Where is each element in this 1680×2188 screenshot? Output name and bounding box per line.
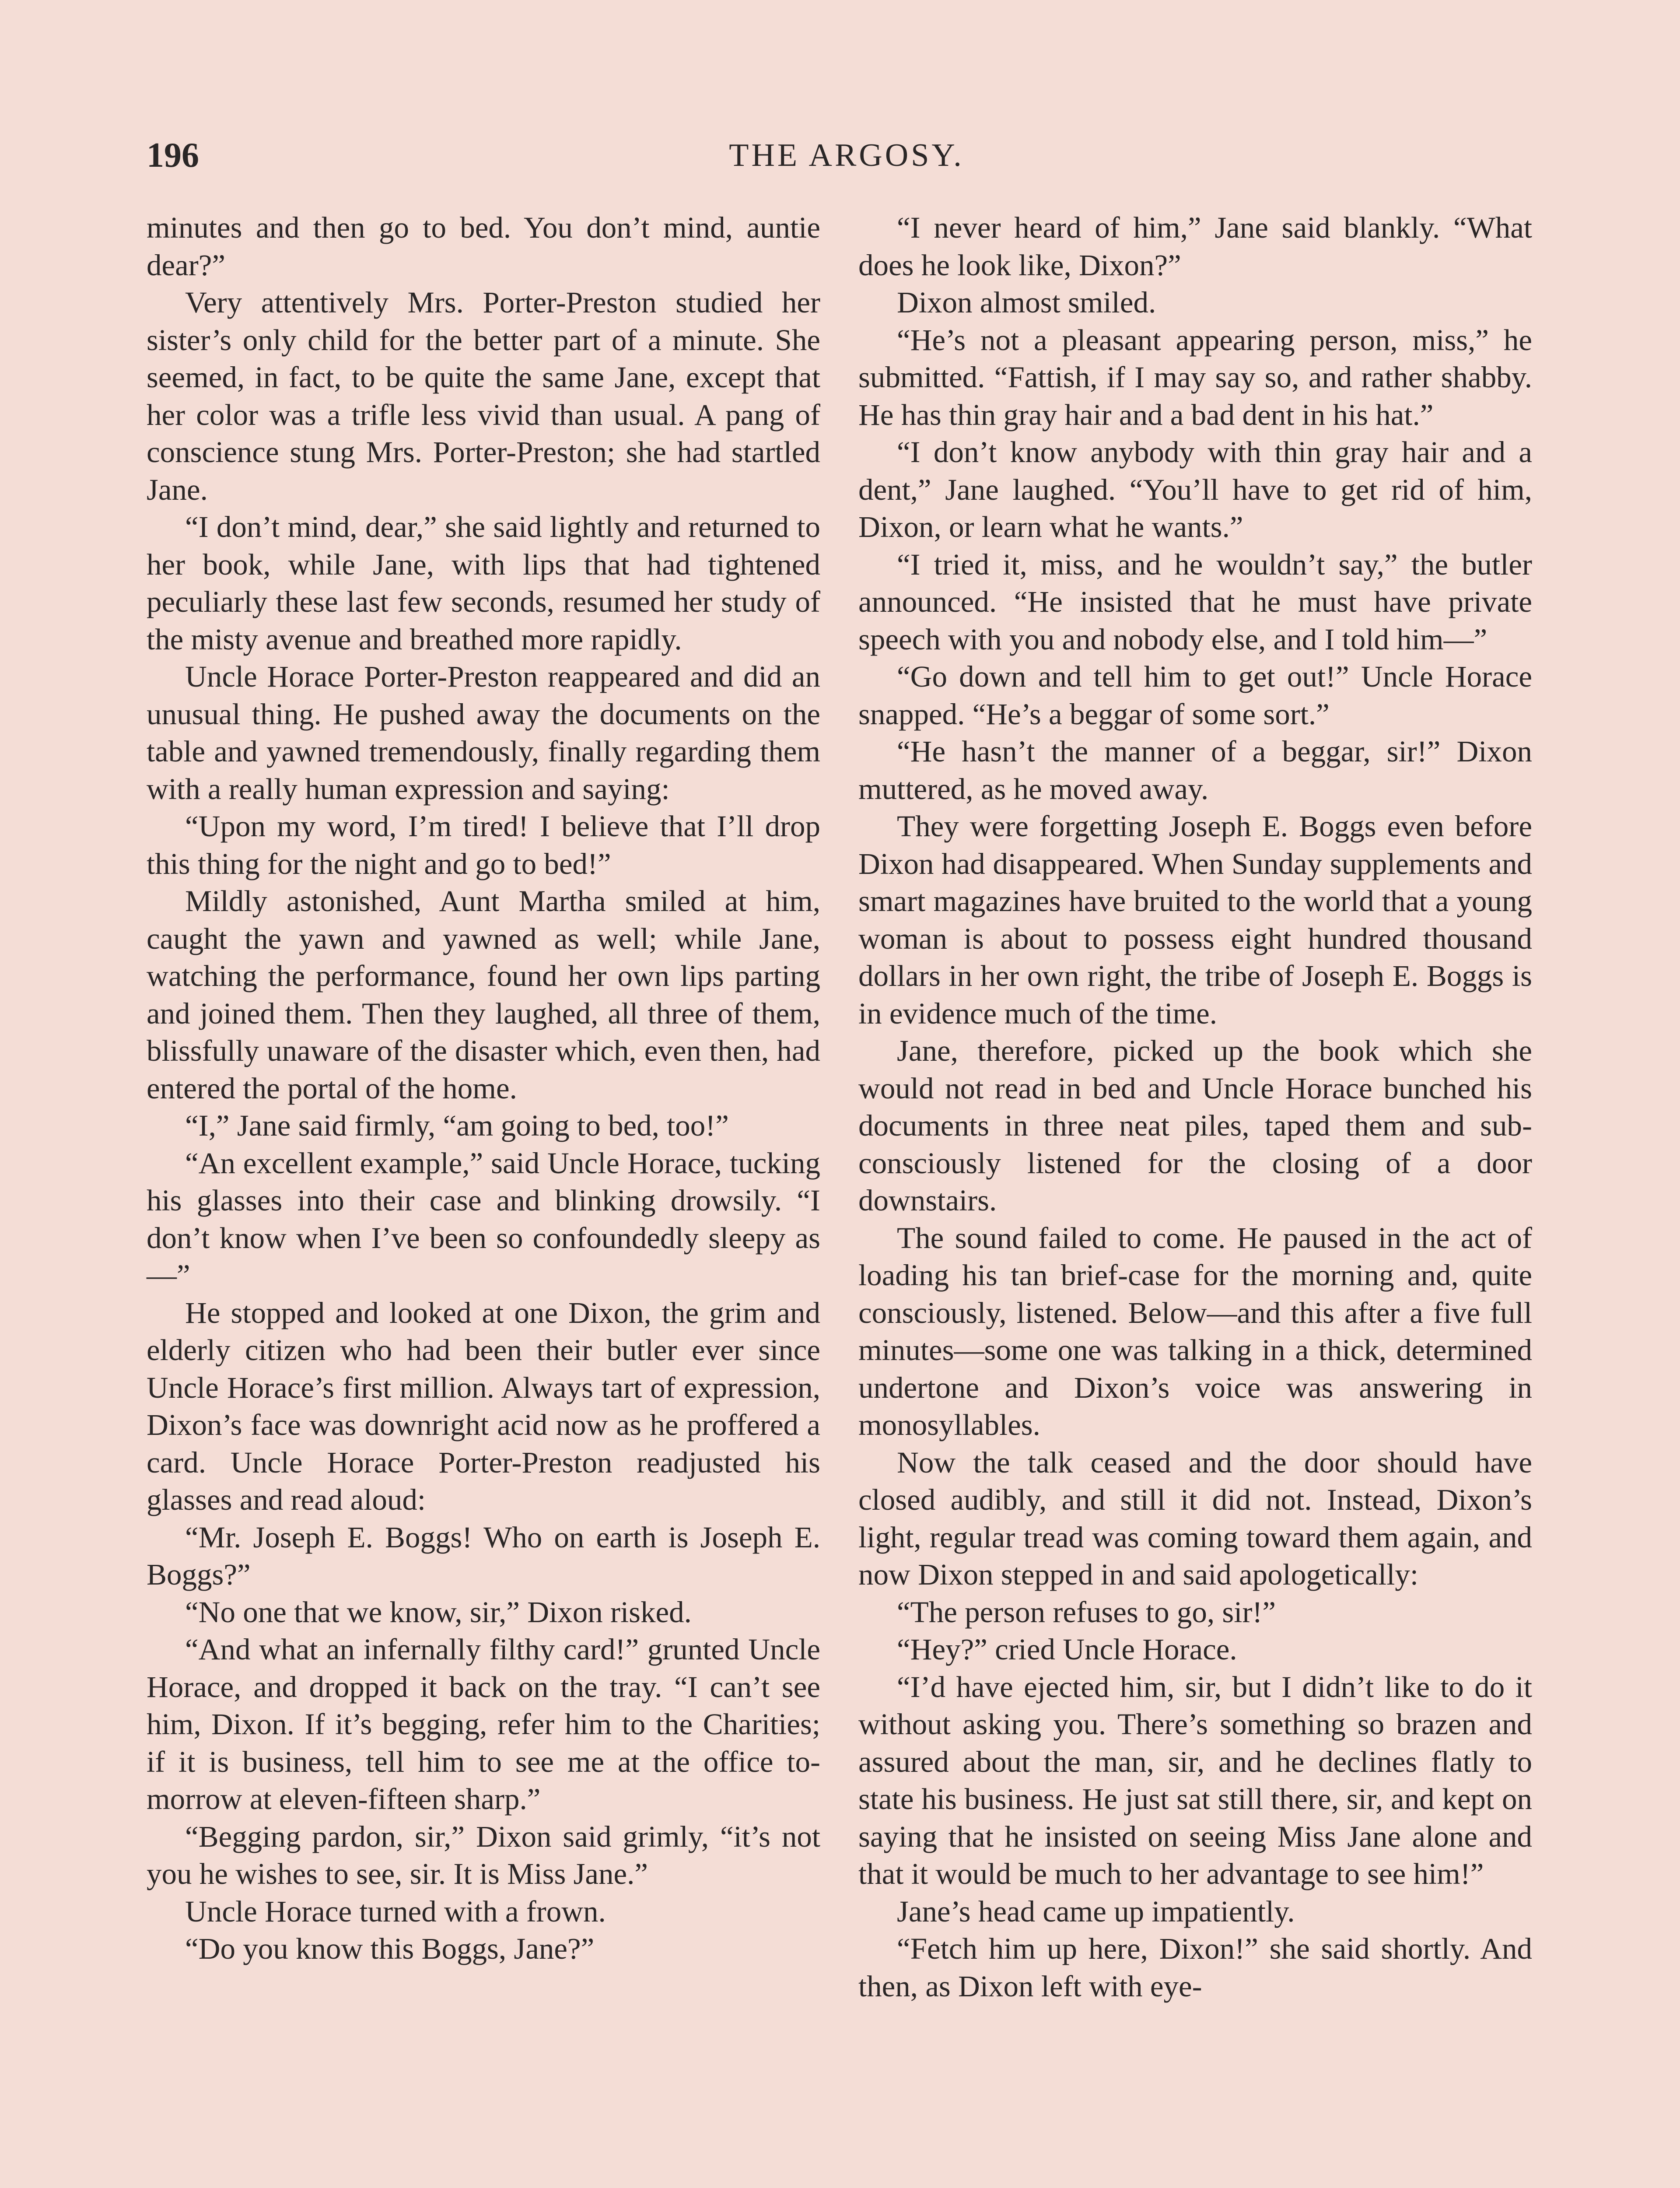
paragraph: “I don’t mind, dear,” she said lightly and returned to her book, while Jane, with lips that had tightened peculiarly these last few seconds, resumed her study of the misty avenue and breathed more rapidly.	[147, 510, 820, 656]
paragraph: He stopped and looked at one Dixon, the grim and elderly citizen who had been their butler ever since Uncle Horace’s first million. Always tart of expression, Dixon’s face was downright acid now as he proffered a card. Uncle Horace Porter-Preston readjusted his glasses and read aloud:	[147, 1296, 820, 1516]
paragraph: “Upon my word, I’m tired! I believe that I’ll drop this thing for the night and go to bed!”	[147, 810, 820, 880]
paragraph: “I don’t know anybody with thin gray hair and a dent,” Jane laughed. “You’ll have to get rid of him, Dixon, or learn what he wants.”	[858, 435, 1532, 543]
paragraph: Dixon almost smiled.	[897, 286, 1156, 319]
paragraph: “An excellent example,” said Uncle Horace, tucking his glasses into their case and blinking drowsily. “I don’t know when I’ve been so confoundedly sleepy as—”	[147, 1146, 820, 1292]
paragraph: Now the talk ceased and the door should have closed audibly, and still it did not. Instead, Dixon’s light, regular tread was coming toward them again, and now Dixon stepped in and said apologetically:	[858, 1445, 1532, 1591]
paragraph: “Hey?” cried Uncle Horace.	[897, 1633, 1237, 1666]
text-column-right	[858, 209, 1532, 2005]
paragraph: Very attentively Mrs. Porter-Preston studied her sister’s only child for the better part of a minute. She seemed, in fact, to be quite the same Jane, except that her color was a trifle less vivid than usual. A pang of conscience stung Mrs. Porter-Preston; she had startled Jane.	[147, 286, 820, 506]
paragraph: minutes and then go to bed. You don’t mind, auntie dear?”	[147, 211, 820, 282]
paragraph: “Fetch him up here, Dixon!” she said shortly. And then, as Dixon left with eye-	[858, 1932, 1532, 2003]
paragraph: “Begging pardon, sir,” Dixon said grimly, “it’s not you he wishes to see, sir. It is Miss Jane.”	[147, 1820, 820, 1890]
paragraph: “Mr. Joseph E. Boggs! Who on earth is Joseph E. Boggs?”	[147, 1520, 820, 1591]
paragraph: Uncle Horace Porter-Preston reappeared and did an unusual thing. He pushed away the documents on the table and yawned tremendously, finally regarding them with a really human expression and saying:	[147, 660, 820, 806]
paragraph: “I’d have ejected him, sir, but I didn’t like to do it without asking you. There’s something so brazen and assured about the man, sir, and he declines flatly to state his business. He just sat still there, sir, and kept on saying that he insisted on seeing Miss Jane alone and that it would be much to her advantage to see him!”	[858, 1670, 1532, 1890]
paragraph: “And what an infernally filthy card!” grunted Uncle Horace, and dropped it back on the tray. “I can’t see him, Dixon. If it’s begging, refer him to the Charities; if it is business, tell him to see me at the office to-morrow at eleven-fifteen sharp.”	[147, 1633, 820, 1816]
running-title: THE ARGOSY.	[729, 137, 964, 173]
paragraph: Uncle Horace turned with a frown.	[185, 1894, 606, 1928]
paragraph: “I tried it, miss, and he wouldn’t say,” the butler announced. “He insisted that he must have private speech with you and nobody else, and I told him—”	[858, 547, 1532, 656]
page-number: 196	[147, 136, 199, 175]
paragraph: “No one that we know, sir,” Dixon risked.	[185, 1595, 692, 1629]
paragraph: They were forgetting Joseph E. Boggs even before Dixon had disappeared. When Sunday supplements and smart magazines have bruited to the world that a young woman is about to possess eight hundred thousand dollars in her own right, the tribe of Joseph E. Boggs is in evidence much of the time.	[858, 810, 1532, 1030]
paragraph: The sound failed to come. He paused in the act of loading his tan brief-case for the morning and, quite consciously, listened. Below—and this after a five full minutes—some one was talking in a thick, determined undertone and Dixon’s voice was answering in monosyllables.	[858, 1221, 1532, 1441]
paragraph: “The person refuses to go, sir!”	[897, 1595, 1276, 1629]
paragraph: Jane, therefore, picked up the book which she would not read in bed and Uncle Horace bunched his documents in three neat piles, taped them and sub-consciously listened for the closing of a door downstairs.	[858, 1034, 1532, 1217]
paragraph: “Do you know this Boggs, Jane?”	[185, 1932, 595, 1965]
page-header	[147, 131, 1547, 179]
paragraph: “He’s not a pleasant appearing person, miss,” he submitted. “Fattish, if I may say so, and rather shabby. He has thin gray hair and a bad dent in his hat.”	[858, 323, 1532, 431]
text-column-left	[147, 209, 820, 1968]
paragraph: “I,” Jane said firmly, “am going to bed, too!”	[185, 1109, 729, 1142]
paragraph: “Go down and tell him to get out!” Uncle Horace snapped. “He’s a beggar of some sort.”	[858, 660, 1532, 731]
paragraph: Jane’s head came up impatiently.	[897, 1894, 1295, 1928]
paragraph: “He hasn’t the manner of a beggar, sir!” Dixon muttered, as he moved away.	[858, 735, 1532, 806]
paragraph: Mildly astonished, Aunt Martha smiled at him, caught the yawn and yawned as well; while Jane, watching the performance, found her own lips parting and joined them. Then they laughed, all three of them, blissfully unaware of the disaster which, even then, had entered the portal of the home.	[147, 884, 820, 1105]
paragraph: “I never heard of him,” Jane said blankly. “What does he look like, Dixon?”	[858, 211, 1532, 282]
